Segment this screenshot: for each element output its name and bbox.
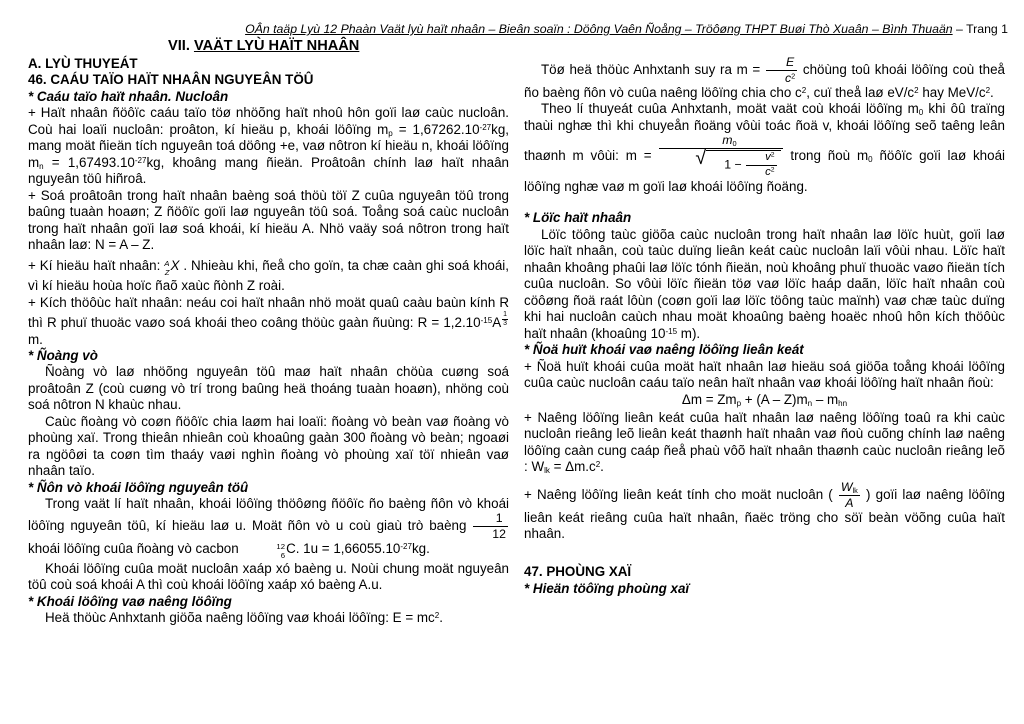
- sub-don-vi-khoi-luong: * Ñôn vò khoái löôïng nguyeân töû: [28, 479, 249, 495]
- paragraph: + Naêng löôïng lieân keát tính cho moät nucloân ( $\frac{W_{lk}}{A}$ ) goïi laø naêng löôïng lieân keát rieâng cuûa haït nhaân, ñaëc tröng cho söï beàn vöõng cuûa haït nhaân.: [524, 479, 1005, 542]
- sub-hien-tuong-phong-xa: * Hieän töôïng phoùng xaï: [524, 580, 690, 596]
- paragraph: Heä thöùc Anhxtanh giöõa naêng löôïng vaø khoái löôïng: $E = mc^2$.: [45, 610, 443, 626]
- chapter-title-text: VAÄT LYÙ HAÏT NHAÂN: [193, 38, 360, 54]
- paragraph: Löïc töông taùc giöõa caùc nucloân trong haït nhaân laø löïc huùt, goïi laø löïc haït nhaân, coù taùc duïng lieân keát caùc nucloân laïi vôùi nhau. Löïc haït nhaân khoâng phaûi laø löïc tónh ñieän, noù khoâng phuï thuoäc vaøo ñieän tích cuûa nucloân. So vôùi löïc ñieän töø vaø löïc haáp daãn, löïc haït nhaân coù cöôøng ñoä raát lôùn (coøn goïi laø löïc töông taùc maïnh) vaø chæ taùc duïng khi hai nucloân caùch nhau moät khoaûng baèng hoaëc nhoû hôn kích thöôùc haït nhaân (khoaûng $10^{-15}$ m).: [524, 226, 1005, 341]
- page-header: [245, 22, 1008, 36]
- inline-fraction: $\frac{E}{c^2}$: [766, 56, 797, 85]
- chapter-title: [168, 38, 359, 54]
- paragraph: + Kí hieäu haït nhaân: A Z X . Nhieàu khi, ñeå cho goïn, ta chæ caàn ghi soá khoái, vì kí hieäu hoùa hoïc ñaõ xaùc ñònh Z roài.: [28, 258, 509, 294]
- two-column-layout: [28, 56, 1005, 627]
- sub-dong-vi: * Ñoàng vò: [28, 347, 98, 363]
- nuclide-symbol: A Z X: [164, 258, 180, 278]
- paragraph: + Ñoä huït khoái cuûa moät haït nhaân laø hieäu soá giöõa toång khoái löôïng cuûa caùc nucloân caáu taïo neân haït nhaân vaø khoái löôïng haït nhaân ñoù:: [524, 358, 1005, 390]
- inline-fraction: $\frac{1}{12}$: [473, 512, 508, 541]
- mass-defect-formula: $\Delta m = Zm_p + (A - Z)m_n - m_{hn}$: [681, 392, 848, 409]
- square-root: √ 1 − $\frac{v^2}{c^2}$: [678, 150, 780, 179]
- header-page-number: – Trang 1: [952, 22, 1008, 36]
- section-47-heading: 47. PHOÙNG XAÏ: [524, 564, 632, 580]
- paragraph: Trong vaät lí haït nhaân, khoái löôïng thöôøng ñöôïc ño baèng ñôn vò khoái löôïng nguyeân töû, kí hieäu laø u. Moät ñôn vò u coù giaù trò baèng $\frac{1}{12}$ khoái löôïng cuûa ñoàng vò cacbon 12 6 C. $1u = 1,66055.10^{-27}kg$.: [28, 496, 509, 561]
- sub-cau-tao: * Caáu taïo haït nhaân. Nucloân: [28, 88, 229, 104]
- sub-khoi-luong-nang-luong: * Khoái löôïng vaø naêng löôïng: [28, 593, 232, 609]
- paragraph: + Haït nhaân ñöôïc caáu taïo töø nhöõng haït nhoû hôn goïi laø caùc nucloân. Coù hai loaïi nucloân: proâton, kí hieäu p, khoái löôïng $m_p = 1,67262.10^{-27}kg$, mang moät ñieän tích nguyeân toá döông +e, vaø nôtron kí hieäu n, khoái löôïng $m_n = 1,67493.10^{-27}kg$, khoâng mang ñieän. Proâtoân chính laø haït nhaân nguyeân töû hiñroâ.: [28, 105, 509, 187]
- header-title-text: OÂn taäp Lyù 12 Phaàn Vaät lyù haït nhaân – Bieân soaïn : Döông Vaên Ñoång – Tröôøng THPT Buøi Thò Xuaân – Bình Thuaän: [245, 22, 953, 36]
- nuclide-symbol: 12 6 C: [276, 541, 296, 561]
- left-column: [28, 56, 509, 627]
- paragraph: Ñoàng vò laø nhöõng nguyeân töû maø haït nhaân chöùa cuøng soá proâtoân Z (coù cuøng vò trí trong baûng heä thoáng tuaàn hoaøn), nhöng coù soá nôtron N khaùc nhau.: [28, 364, 509, 413]
- paragraph: Töø heä thöùc Anhxtanh suy ra m = $\frac{E}{c^2}$ chöùng toû khoái löôïng coù theå ño baèng ñôn vò cuûa naêng löôïng chia cho $c^2$, cuï theå laø $eV/c^2$ hay MeV/$c^2$.: [524, 55, 1005, 100]
- paragraph: + Kích thöôùc haït nhaân: neáu coi haït nhaân nhö moät quaû caàu baùn kính R thì R phuï thuoäc vaøo soá khoái theo coâng thöùc gaàn ñuùng: $R = 1,2.10^{-15}A$ $\frac{1}{3}$ m.: [28, 294, 509, 347]
- right-column: [524, 56, 1005, 627]
- paragraph: Khoái löôïng cuûa moät nucloân xaáp xó baèng u. Noùi chung moät nguyeân töû coù soá khoái A thì coù khoái löôïng xaáp xó baèng A.u.: [28, 560, 509, 593]
- inline-fraction: $\frac{v^2}{c^2}$: [746, 152, 776, 179]
- paragraph: + Soá proâtoân trong haït nhaân baèng soá thöù töï Z cuûa nguyeân töû trong baûng tuaàn hoaøn; Z ñöôïc goïi laø nguyeân töû soá. Toång soá caùc nucloân trong haït nhaân goïi laø soá khoái, kí hieäu A. Nhö vaäy soá nôtron trong haït nhaân laø: N = A – Z.: [28, 187, 509, 252]
- sub-do-hut-khoi: * Ñoä huït khoái vaø naêng löôïng lieân keát: [524, 342, 804, 358]
- inline-fraction: $m_0$ √ 1 − $\frac{v^2}{c^2}$: [659, 134, 782, 179]
- paragraph: + Naêng löôïng lieân keát cuûa haït nhaân laø naêng löôïng toaû ra khi caùc nucloân rieâng leõ lieân keát thaønh haït nhaân vaø ñoù cuõng chính laø naêng löôïng caàn cung caáp ñeå phaù vôõ haït nhaân thaønh caùc nucloân rieâng leõ : $W_{lk} = \Delta m.c^2$.: [524, 409, 1005, 476]
- paragraph: Caùc ñoàng vò coøn ñöôïc chia laøm hai loaïi: ñoàng vò beàn vaø ñoàng vò phoùng xaï. Trong thieân nhieân coù khoaûng gaàn 300 ñoàng vò beàn; ngoaøi ra ngöôøi ta coøn tìm thaáy vaøi nghìn ñoàng vò phoùng xaï töï nhieân vaø nhaân taïo.: [28, 413, 509, 479]
- paragraph: Theo lí thuyeát cuûa Anhxtanh, moät vaät coù khoái löôïng $m_0$ khi ôû traïng thaùi nghæ thì khi chuyeån ñoäng vôùi toác ñoä v, khoái löôïng seõ taêng leân thaønh m vôùi: m = $m_0$ √ 1 − $\frac{v^2}{c^2}$ trong ñoù $m_0$ ñöôïc goïi laø khoái löôïng nghæ vaø m goïi laø khoái löôïng ñoäng.: [524, 101, 1006, 194]
- inline-fraction: $\frac{1}{3}$: [503, 310, 507, 327]
- section-46-heading: 46. CAÁU TAÏO HAÏT NHAÂN NGUYEÂN TÖÛ: [28, 72, 314, 88]
- sub-luc-hat-nhan: * Löïc haït nhaân: [524, 210, 632, 226]
- section-a-heading: A. LYÙ THUYEÁT: [28, 56, 138, 71]
- chapter-title-prefix: VII.: [168, 38, 194, 54]
- inline-fraction: $\frac{W_{lk}}{A}$: [840, 479, 858, 510]
